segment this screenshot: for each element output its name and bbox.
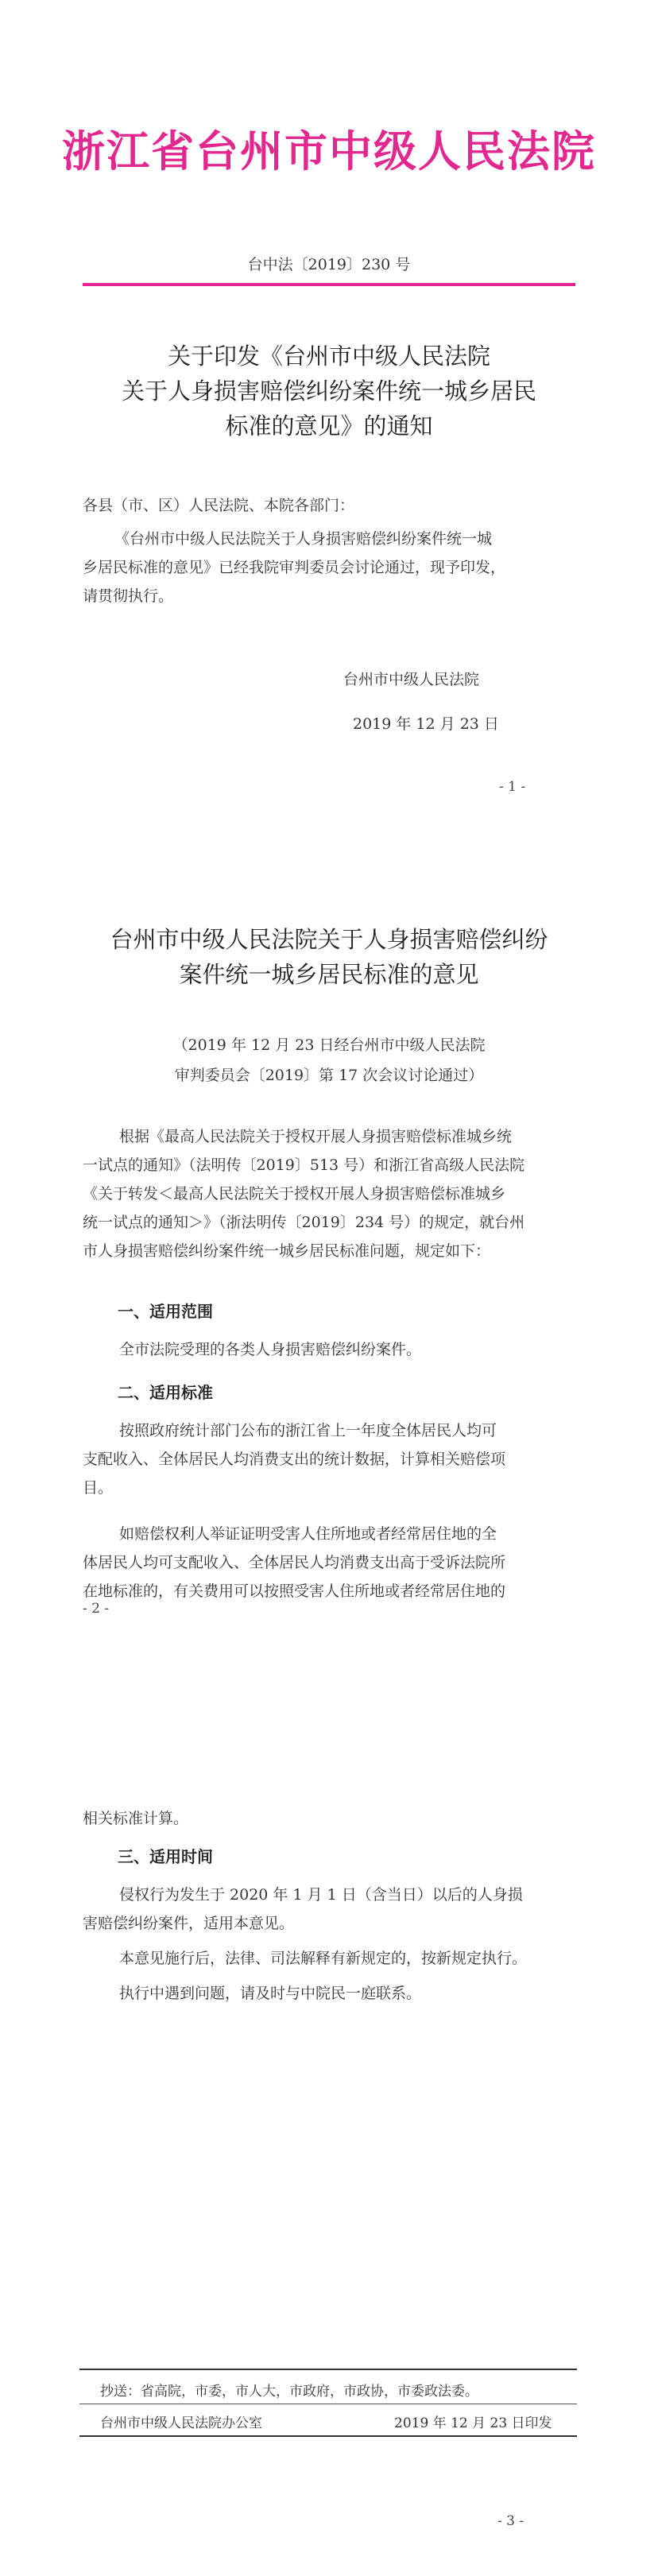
footer-rule-top [79, 2369, 577, 2370]
section1-heading: 一、适用范围 [118, 1302, 213, 1321]
section2-paragraph-2 [83, 1520, 599, 1606]
adoption-note-line: （2019 年 12 月 23 日经台州市中级人民法院 [172, 1036, 486, 1054]
section3-line: 侵权行为发生于 2020 年 1 月 1 日（含当日）以后的人身损 [119, 1886, 523, 1904]
document-number: 台中法〔2019〕230 号 [247, 256, 411, 273]
opinion-title [0, 922, 658, 992]
new-rules-paragraph: 本意见施行后，法律、司法解释有新规定的，按新规定执行。 [119, 1950, 528, 1967]
intro-line: 根据《最高人民法院关于授权开展人身损害赔偿标准城乡统 [119, 1128, 513, 1145]
section2-paragraph [83, 1416, 599, 1502]
page-number-1: - 1 - [499, 779, 526, 795]
section2-p2-line: 体居民人均可支配收入、全体居民人均消费支出高于受诉法院所 [83, 1554, 506, 1571]
notice-title [0, 339, 658, 444]
cc-line: 抄送：省高院，市委，市人大，市政府，市政协，市委政法委。 [100, 2384, 478, 2400]
adoption-note-line: 审判委员会〔2019〕第 17 次会议讨论通过） [174, 1067, 484, 1084]
notice-body [83, 525, 591, 610]
opinion-title-line: 案件统一城乡居民标准的意见 [179, 961, 479, 988]
section2-line: 按照政府统计部门公布的浙江省上一年度全体居民人均可 [119, 1422, 497, 1439]
red-header-rule [83, 283, 575, 286]
addressee: 各县（市、区）人民法院、本院各部门： [83, 497, 355, 514]
intro-line: 市人身损害赔偿纠纷案件统一城乡居民标准问题，规定如下： [83, 1242, 491, 1260]
intro-line: 统一试点的通知＞》（浙法明传〔2019〕234 号）的规定，就台州 [83, 1214, 525, 1231]
intro-paragraph [83, 1122, 599, 1265]
section2-heading: 二、适用标准 [118, 1383, 213, 1402]
opinion-title-line: 台州市中级人民法院关于人身损害赔偿纠纷 [110, 926, 548, 953]
contact-paragraph: 执行中遇到问题，请及时与中院民一庭联系。 [119, 1985, 422, 2002]
page-number-2: - 2 - [83, 1601, 110, 1617]
notice-body-line: 《台州市中级人民法院关于人身损害赔偿纠纷案件统一城 [114, 530, 493, 548]
section1-text: 全市法院受理的各类人身损害赔偿纠纷案件。 [119, 1341, 422, 1358]
section2-p2-line: 在地标准的，有关费用可以按照受害人住所地或者经常居住地的 [83, 1582, 506, 1600]
section2-p2-line: 如赔偿权利人举证证明受害人住所地或者经常居住地的全 [119, 1525, 497, 1543]
intro-line: 《关于转发＜最高人民法院关于授权开展人身损害赔偿标准城乡 [83, 1185, 506, 1203]
notice-title-line: 关于印发《台州市中级人民法院 [167, 343, 490, 370]
signature-date: 2019 年 12 月 23 日 [353, 715, 499, 733]
issued-date: 2019 年 12 月 23 日印发 [394, 2415, 552, 2431]
section3-heading: 三、适用时间 [118, 1847, 213, 1866]
issuer: 台州市中级人民法院办公室 [100, 2415, 262, 2431]
notice-title-line: 关于人身损害赔偿纠纷案件统一城乡居民 [121, 378, 536, 405]
footer-rule-bottom [79, 2435, 577, 2437]
notice-body-line: 请贯彻执行。 [83, 587, 174, 605]
intro-line: 一试点的通知》（法明传〔2019〕513 号）和浙江省高级人民法院 [83, 1156, 525, 1174]
section3-paragraph [83, 1881, 599, 1938]
notice-body-line: 乡居民标准的意见》已经我院审判委员会讨论通过，现予印发， [83, 559, 506, 576]
signature-org: 台州市中级人民法院 [343, 671, 480, 688]
notice-title-line: 标准的意见》的通知 [225, 413, 433, 440]
org-title: 浙江省台州市中级人民法院 [62, 126, 596, 176]
section3-line: 害赔偿纠纷案件，适用本意见。 [83, 1915, 295, 1932]
section2-line: 目。 [83, 1479, 114, 1497]
section2-line: 支配收入、全体居民人均消费支出的统计数据，计算相关赔偿项 [83, 1451, 506, 1468]
page-number-3: - 3 - [497, 2513, 524, 2529]
adoption-note [0, 1030, 658, 1090]
continuation-text: 相关标准计算。 [83, 1810, 189, 1827]
